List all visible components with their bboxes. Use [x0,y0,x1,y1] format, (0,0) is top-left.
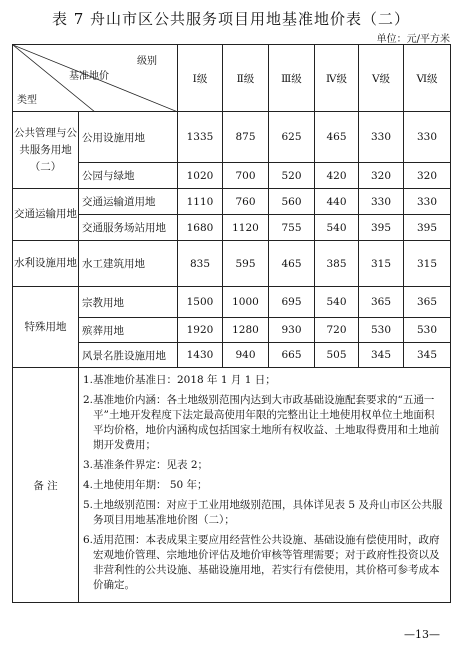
category-cell: 公共管理与公共服务用地（二） [13,112,79,189]
price-cell: 720 [315,318,359,343]
page-number: —13— [404,628,440,641]
price-cell: 560 [269,189,315,215]
land-use-cell: 公用设施用地 [79,112,178,163]
price-cell: 930 [269,318,315,343]
note-text: 适用范围：本表成果主要应用经营性公共设施、基础设施有偿使用时，政府宏观地价管理、宗地地价评估及地价审核等管理需要；对于政府性投资以及非营利性的公共设施、基础设施用地，若实行有偿使用，其价格可参考成本价确定。 [93,534,440,591]
land-use-cell: 宗教用地 [79,287,178,318]
price-cell: 1280 [223,318,269,343]
price-cell: 1500 [178,287,223,318]
price-cell: 365 [404,287,451,318]
note-text: 基准条件界定：见表 2； [93,459,209,471]
price-cell: 365 [359,287,404,318]
notes-label: 备 注 [13,368,79,603]
note-number: 3. [83,459,94,471]
price-cell: 345 [404,343,451,368]
table-row [13,112,451,163]
note-number: 2. [83,394,94,406]
price-cell: 625 [269,112,315,163]
land-use-cell: 水工建筑用地 [79,241,178,287]
price-cell: 835 [178,241,223,287]
table-row [13,287,451,318]
price-cell: 520 [269,163,315,189]
price-cell: 320 [404,163,451,189]
price-cell: 540 [315,287,359,318]
price-cell: 1430 [178,343,223,368]
table-row [13,163,451,189]
note-number: 5. [83,499,94,511]
note-item [83,533,444,593]
table-row [13,318,451,343]
level-header-5: Ⅴ级 [359,45,404,112]
land-use-cell: 公园与绿地 [79,163,178,189]
diag-label-base-price: 基准地价 [69,71,109,82]
price-cell: 465 [315,112,359,163]
note-number: 1. [83,374,94,386]
land-use-cell: 交通服务场站用地 [79,215,178,241]
price-cell: 315 [404,241,451,287]
notes-row [13,368,451,603]
unit-label: 单位：元/平方米 [376,34,450,45]
price-cell: 530 [359,318,404,343]
table-title: 表 7 舟山市区公共服务项目用地基准地价表（二） [51,10,411,28]
land-use-cell: 殡葬用地 [79,318,178,343]
note-text: 土地使用年期： 50 年； [93,479,208,491]
price-cell: 330 [404,112,451,163]
price-cell: 465 [269,241,315,287]
price-cell: 440 [315,189,359,215]
note-number: 6. [83,534,94,546]
note-item [83,393,444,453]
level-header-4: Ⅳ级 [315,45,359,112]
table-row [13,343,451,368]
category-cell: 特殊用地 [13,287,79,368]
notes-content [79,368,451,603]
level-header-2: Ⅱ级 [223,45,269,112]
land-price-table [12,44,451,603]
diag-label-type: 类型 [17,95,37,106]
land-use-cell: 交通运输道用地 [79,189,178,215]
price-cell: 940 [223,343,269,368]
price-cell: 665 [269,343,315,368]
price-cell: 530 [404,318,451,343]
price-cell: 315 [359,241,404,287]
table-row [13,189,451,215]
price-cell: 1110 [178,189,223,215]
price-cell: 875 [223,112,269,163]
note-item [83,458,444,473]
price-cell: 330 [359,112,404,163]
price-cell: 1335 [178,112,223,163]
price-cell: 1000 [223,287,269,318]
diagonal-header-cell [13,45,178,112]
table-row [13,241,451,287]
price-cell: 540 [315,215,359,241]
level-header-1: Ⅰ级 [178,45,223,112]
price-cell: 1920 [178,318,223,343]
price-cell: 330 [404,189,451,215]
land-use-cell: 风景名胜设施用地 [79,343,178,368]
header-row [13,45,451,112]
note-item [83,498,444,528]
price-cell: 420 [315,163,359,189]
price-cell: 700 [223,163,269,189]
price-cell: 1120 [223,215,269,241]
note-text: 基准地价基准日：2018 年 1 月 1 日； [93,374,276,386]
price-cell: 330 [359,189,404,215]
level-header-3: Ⅲ级 [269,45,315,112]
price-cell: 385 [315,241,359,287]
price-cell: 695 [269,287,315,318]
level-header-6: Ⅵ级 [404,45,451,112]
price-cell: 760 [223,189,269,215]
category-cell: 交通运输用地 [13,189,79,241]
price-cell: 345 [359,343,404,368]
note-item [83,373,444,388]
note-text: 土地级别范围：对应于工业用地级别范围，具体详见表 5 及舟山市区公共服务项目用地基准地价图（二）； [93,499,443,526]
price-cell: 755 [269,215,315,241]
diag-label-level: 级别 [137,56,157,67]
price-cell: 1680 [178,215,223,241]
note-number: 4. [83,479,94,491]
price-cell: 505 [315,343,359,368]
note-item [83,478,444,493]
price-cell: 595 [223,241,269,287]
price-cell: 320 [359,163,404,189]
table-row [13,215,451,241]
price-cell: 395 [359,215,404,241]
note-text: 基准地价内涵：各土地级别范围内达到大市政基础设施配套要求的“五通一平”土地开发程度下法定最高使用年限的完整出让土地使用权单位土地面积平均价格，地价内涵构成包括国家土地所有权收益、土地取得费用和土地前期开发费用； [93,394,440,451]
category-cell: 水利设施用地 [13,241,79,287]
price-cell: 1020 [178,163,223,189]
price-cell: 395 [404,215,451,241]
